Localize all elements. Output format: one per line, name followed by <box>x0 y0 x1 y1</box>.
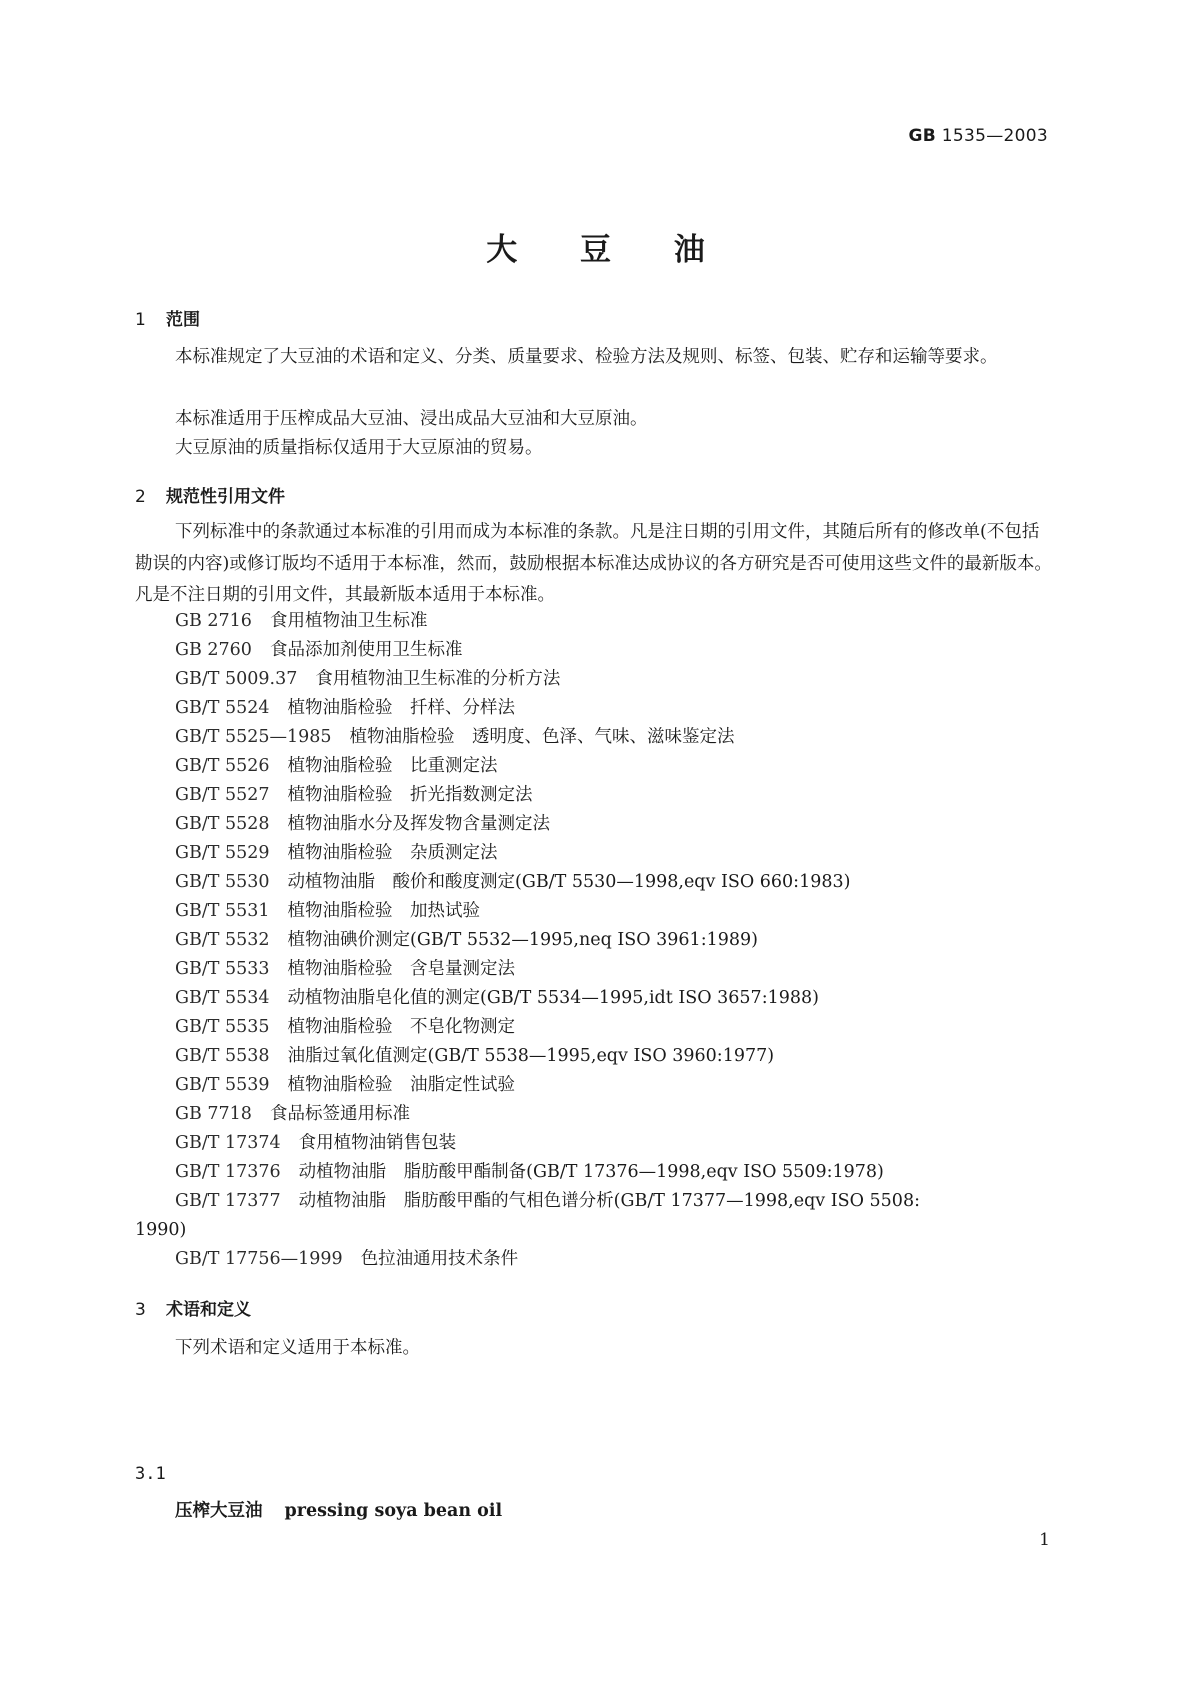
reference-item: GB/T 5525—1985 植物油脂检验 透明度、色泽、气味、滋味鉴定法 <box>175 727 735 747</box>
term-number: 3.1 <box>135 1464 166 1484</box>
term-heading <box>175 1497 502 1522</box>
section-3-heading: 3 术语和定义 <box>135 1300 251 1320</box>
reference-item: GB/T 5527 植物油脂检验 折光指数测定法 <box>175 785 533 805</box>
term-english: pressing soya bean oil <box>284 1501 503 1521</box>
section-1-paragraph-1: 本标准规定了大豆油的术语和定义、分类、质量要求、检验方法及规则、标签、包装、贮存和运输等要求。 <box>175 347 998 367</box>
reference-item: GB/T 5531 植物油脂检验 加热试验 <box>175 901 481 921</box>
reference-item: GB/T 17756—1999 色拉油通用技术条件 <box>175 1249 519 1269</box>
document-title: 大 豆 油 <box>486 232 731 268</box>
reference-item: GB/T 5530 动植物油脂 酸价和酸度测定(GB/T 5530—1998,eqv ISO 660:1983) <box>175 872 851 892</box>
section-3-intro: 下列术语和定义适用于本标准。 <box>175 1338 420 1358</box>
reference-item: GB/T 5535 植物油脂检验 不皂化物测定 <box>175 1017 516 1037</box>
page-number: 1 <box>1039 1530 1050 1550</box>
section-1-paragraph-3: 大豆原油的质量指标仅适用于大豆原油的贸易。 <box>175 438 543 458</box>
section-2-intro: 下列标准中的条款通过本标准的引用而成为本标准的条款。凡是注日期的引用文件，其随后所有的修改单(不包括勘误的内容)或修订版均不适用于本标准，然而，鼓励根据本标准达成协议的各方研究是否可使用这些文件的最新版本。凡是不注日期的引用文件，其最新版本适用于本标准。 <box>135 522 1052 605</box>
section-1-heading: 1 范围 <box>135 310 200 330</box>
reference-item: GB/T 5533 植物油脂检验 含皂量测定法 <box>175 959 516 979</box>
reference-item: GB/T 5524 植物油脂检验 扦样、分样法 <box>175 698 516 718</box>
section-1-paragraph-2: 本标准适用于压榨成品大豆油、浸出成品大豆油和大豆原油。 <box>175 409 648 429</box>
reference-item: GB/T 5529 植物油脂检验 杂质测定法 <box>175 843 498 863</box>
section-2-heading: 2 规范性引用文件 <box>135 487 285 507</box>
reference-item: GB/T 5528 植物油脂水分及挥发物含量测定法 <box>175 814 551 834</box>
reference-item: GB/T 17374 食用植物油销售包装 <box>175 1133 457 1153</box>
reference-item: GB 2760 食品添加剂使用卫生标准 <box>175 640 463 660</box>
reference-item: GB/T 5009.37 食用植物油卫生标准的分析方法 <box>175 669 561 689</box>
reference-item: GB/T 5532 植物油碘价测定(GB/T 5532—1995,neq ISO 3961:1989) <box>175 930 758 950</box>
reference-item-continuation: 1990) <box>135 1220 187 1240</box>
reference-item: GB/T 5538 油脂过氧化值测定(GB/T 5538—1995,eqv ISO 3960:1977) <box>175 1046 775 1066</box>
standard-number: GB 1535—2003 <box>908 126 1048 146</box>
reference-item: GB/T 5526 植物油脂检验 比重测定法 <box>175 756 498 776</box>
reference-item: GB/T 17376 动植物油脂 脂肪酸甲酯制备(GB/T 17376—1998,eqv ISO 5509:1978) <box>175 1162 884 1182</box>
reference-item: GB/T 17377 动植物油脂 脂肪酸甲酯的气相色谱分析(GB/T 17377—1998,eqv ISO 5508: <box>175 1191 920 1211</box>
term-chinese: 压榨大豆油 <box>175 1501 263 1521</box>
reference-item: GB 2716 食用植物油卫生标准 <box>175 611 428 631</box>
reference-item: GB 7718 食品标签通用标准 <box>175 1104 410 1124</box>
reference-item: GB/T 5534 动植物油脂皂化值的测定(GB/T 5534—1995,idt ISO 3657:1988) <box>175 988 819 1008</box>
reference-item: GB/T 5539 植物油脂检验 油脂定性试验 <box>175 1075 516 1095</box>
